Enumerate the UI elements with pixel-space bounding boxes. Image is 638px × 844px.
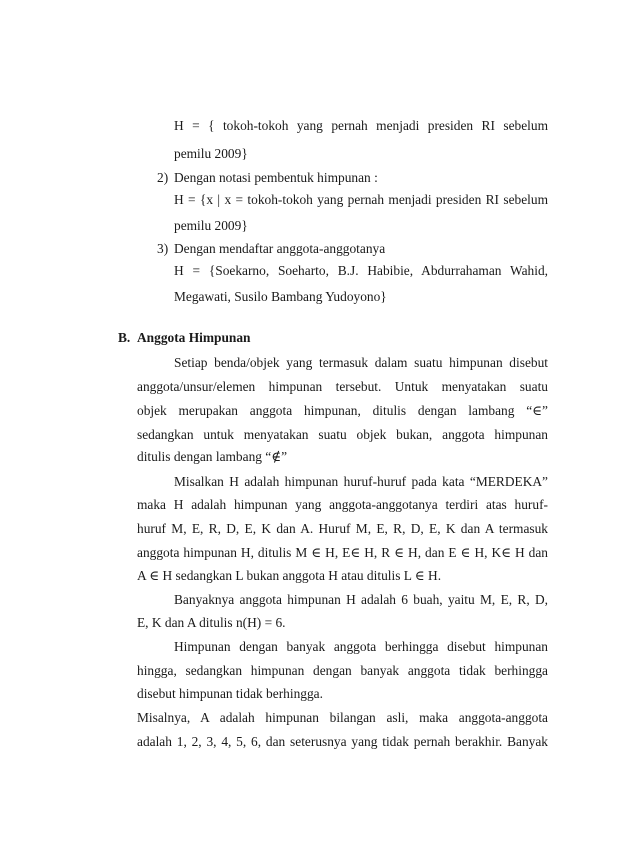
paragraph-line: A ∈ H sedangkan L bukan anggota H atau ditulis L ∈ H. [137, 568, 442, 583]
roster-line: Megawati, Susilo Bambang Yudoyono} [174, 289, 387, 304]
paragraph-line: Himpunan dengan banyak anggota berhingga disebut himpunan [174, 639, 548, 654]
set-builder-line: H = {x | x = tokoh-tokoh yang pernah menjadi presiden RI sebelum [174, 192, 548, 207]
paragraph-line: ditulis dengan lambang “∉” [137, 449, 288, 464]
paragraph-line: huruf M, E, R, D, E, K dan A. Huruf M, E, R, D, E, K dan A termasuk [137, 521, 548, 536]
section-title: Anggota Himpunan [137, 330, 251, 345]
paragraph-line: hingga, sedangkan himpunan dengan banyak anggota tidak berhingga [137, 663, 548, 678]
list-item-title: Dengan mendaftar anggota-anggotanya [174, 241, 386, 256]
list-item-title: Dengan notasi pembentuk himpunan : [174, 170, 378, 185]
section-letter: B. [118, 330, 131, 345]
paragraph-line: disebut himpunan tidak berhingga. [137, 686, 323, 701]
set-builder-line: pemilu 2009} [174, 218, 248, 233]
paragraph-line: objek merupakan anggota himpunan, ditulis dengan lambang “∈” [137, 403, 548, 418]
paragraph-line: anggota/unsur/elemen himpunan tersebut. Untuk menyatakan suatu [137, 379, 548, 394]
paragraph-line: Banyaknya anggota himpunan H adalah 6 buah, yaitu M, E, R, D, [174, 592, 548, 607]
paragraph-line: maka H adalah himpunan yang anggota-anggotanya terdiri atas huruf- [137, 497, 548, 512]
list-number: 2) [157, 170, 169, 185]
paragraph-line: Misalnya, A adalah himpunan bilangan asli, maka anggota-anggota [137, 710, 548, 725]
paragraph-line: adalah 1, 2, 3, 4, 5, 6, dan seterusnya yang tidak pernah berakhir. Banyak [137, 734, 548, 749]
set-definition-line: pemilu 2009} [174, 146, 248, 161]
paragraph-line: Misalkan H adalah himpunan huruf-huruf pada kata “MERDEKA” [174, 474, 548, 489]
paragraph-line: anggota himpunan H, ditulis M ∈ H, E∈ H, R ∈ H, dan E ∈ H, K∈ H dan [137, 545, 548, 560]
set-definition-line: H = { tokoh-tokoh yang pernah menjadi presiden RI sebelum [174, 118, 548, 133]
list-number: 3) [157, 241, 169, 256]
roster-line: H = {Soekarno, Soeharto, B.J. Habibie, Abdurrahaman Wahid, [174, 263, 548, 278]
paragraph-line: sedangkan untuk menyatakan suatu objek bukan, anggota himpunan [137, 427, 548, 442]
paragraph-line: Setiap benda/objek yang termasuk dalam suatu himpunan disebut [174, 355, 548, 370]
paragraph-line: E, K dan A ditulis n(H) = 6. [137, 615, 286, 630]
